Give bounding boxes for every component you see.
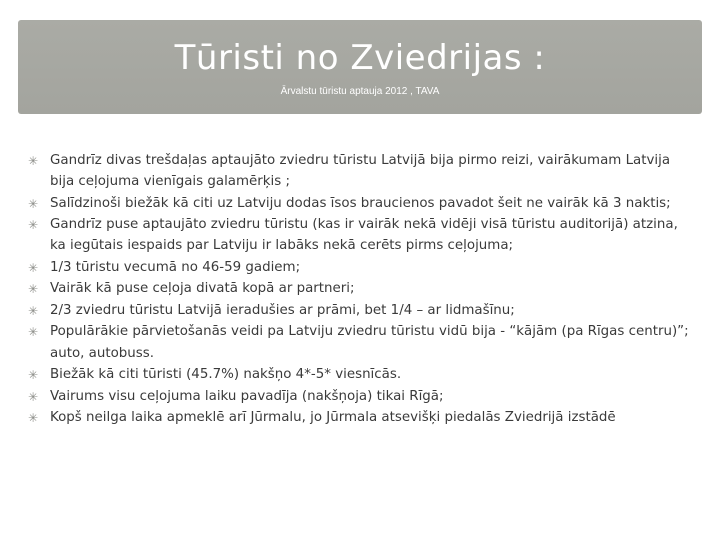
bullet-item: [28, 257, 696, 278]
bullet-item: [28, 386, 696, 407]
asterisk-bullet-icon: ✳: [28, 282, 39, 297]
bullet-text: Gandrīz puse aptaujāto zviedru tūristu (kas ir vairāk nekā vidēji visā tūristu auditorijā) atzina, ka iegūtais iespaids par Latviju ir labāks nekā cerēts pirms ceļojuma;: [50, 217, 678, 254]
bullet-item: [28, 300, 696, 321]
bullet-item: [28, 150, 696, 192]
bullet-item: [28, 321, 696, 363]
asterisk-bullet-icon: ✳: [28, 154, 39, 168]
bullet-text: Salīdzinoši biežāk kā citi uz Latviju dodas īsos braucienos pavadot šeit ne vairāk kā 3 naktis;: [50, 195, 671, 211]
bullet-text: 2/3 zviedru tūristu Latvijā ieradušies ar prāmi, bet 1/4 – ar lidmašīnu;: [50, 302, 515, 318]
bullet-text: Vairāk kā puse ceļoja divatā kopā ar partneri;: [50, 281, 355, 297]
asterisk-bullet-icon: ✳: [28, 325, 39, 340]
slide-subtitle: Ārvalstu tūristu aptauja 2012 , TAVA: [280, 86, 440, 97]
asterisk-bullet-icon: ✳: [28, 411, 39, 426]
bullet-text: Vairums visu ceļojuma laiku pavadīja (nakšņoja) tikai Rīgā;: [50, 388, 444, 404]
asterisk-bullet-icon: ✳: [28, 196, 39, 211]
asterisk-bullet-icon: ✳: [28, 303, 39, 318]
asterisk-bullet-icon: ✳: [28, 389, 39, 404]
bullet-item: [28, 214, 696, 256]
bullet-text: Biežāk kā citi tūristi (45.7%) nakšņo 4*-5* viesnīcās.: [50, 367, 402, 383]
bullet-item: [28, 407, 696, 428]
bullet-text: Populārākie pārvietošanās veidi pa Latviju zviedru tūristu vidū bija - “kājām (pa Rīgas centru)”; auto, autobuss.: [50, 324, 689, 361]
bullet-item: [28, 364, 696, 385]
bullet-text: 1/3 tūristu vecumā no 46-59 gadiem;: [50, 259, 301, 275]
asterisk-bullet-icon: ✳: [28, 218, 39, 233]
bullet-item: [28, 278, 696, 299]
bullet-list: [28, 150, 696, 429]
slide-title: Tūristi no Zviedrijas :: [174, 38, 546, 78]
asterisk-bullet-icon: ✳: [28, 260, 39, 275]
asterisk-bullet-icon: ✳: [28, 368, 39, 383]
bullet-item: [28, 193, 696, 214]
bullet-text: Gandrīz divas trešdaļas aptaujāto zviedru tūristu Latvijā bija pirmo reizi, vairākumam Latvija bija ceļojuma vienīgais galamērķis ;: [50, 153, 671, 190]
title-banner: [18, 20, 702, 114]
bullet-text: Kopš neilga laika apmeklē arī Jūrmalu, jo Jūrmala atsevišķi piedalās Zviedrijā izstādē: [50, 410, 616, 426]
